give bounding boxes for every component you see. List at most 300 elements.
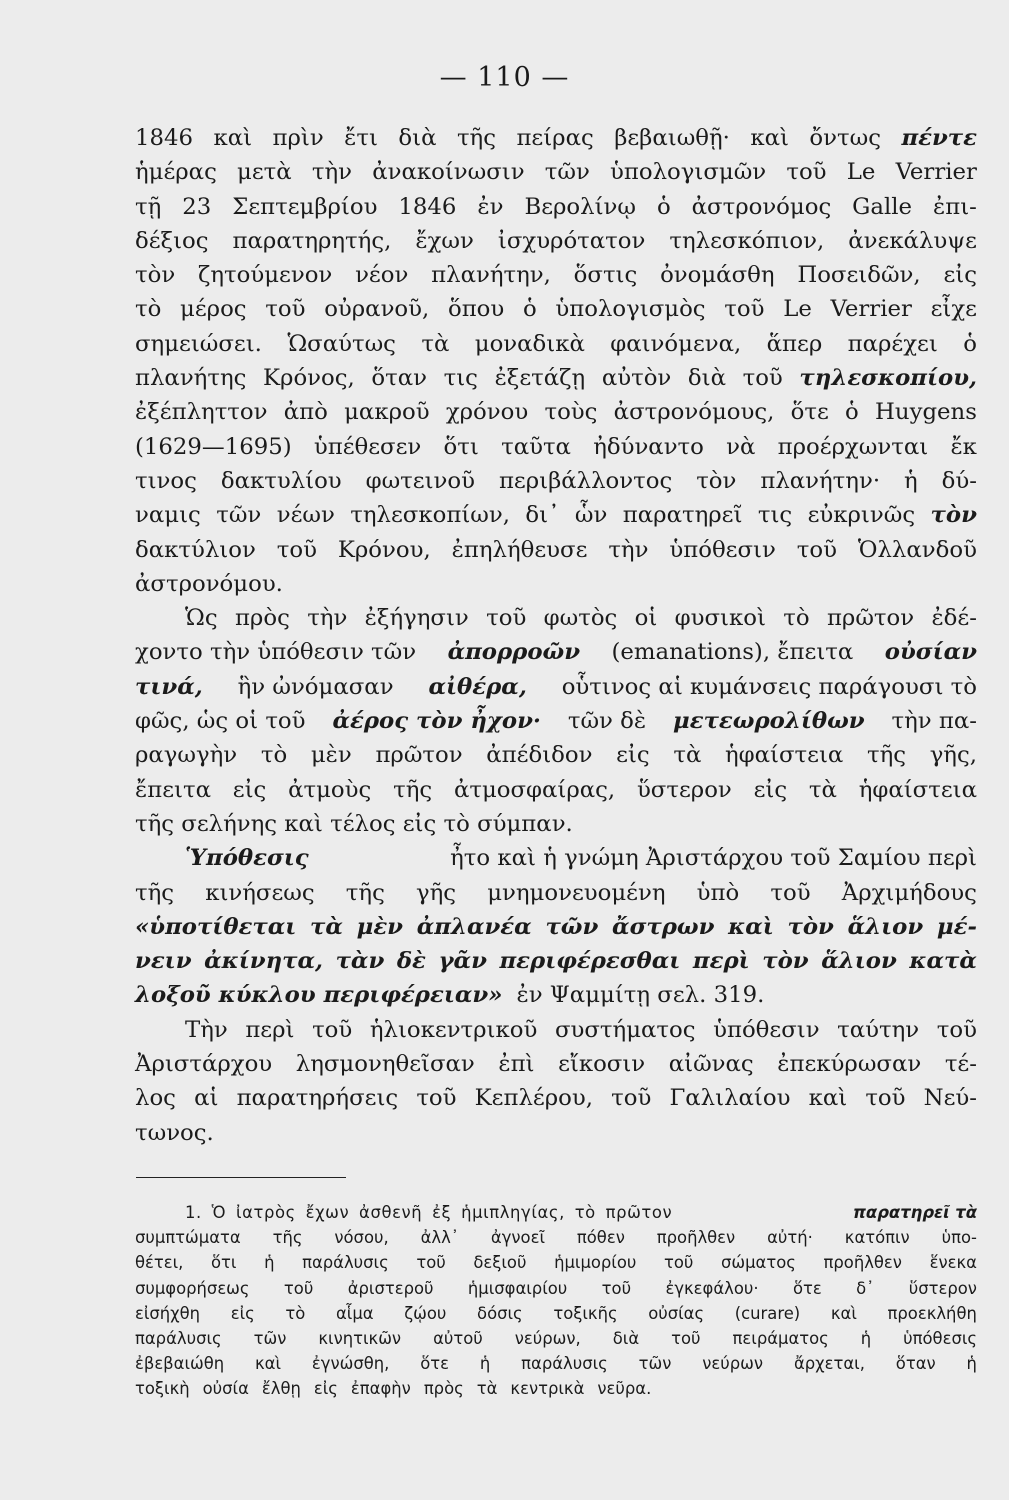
word: ἀτμοὺς — [288, 776, 372, 803]
word: πρὶν — [272, 125, 324, 151]
word: εἰς — [313, 1379, 338, 1399]
word: ὁ — [522, 296, 537, 323]
word: αὐτή· — [767, 1228, 813, 1248]
word: αἰῶνας — [668, 1051, 754, 1078]
paragraph-2 — [135, 601, 977, 841]
text-line — [135, 292, 977, 326]
word: τὴν — [311, 159, 353, 186]
word: γᾶν — [438, 948, 487, 975]
word: ὑπέθεσεν — [313, 433, 422, 460]
word: ἠδύναντο — [593, 433, 704, 460]
word: τὸν — [787, 913, 834, 940]
word: τῆς — [866, 742, 907, 769]
word: ἔτι — [344, 125, 378, 151]
word: Κρόνος, — [263, 365, 355, 392]
word: πλανήτης — [135, 365, 247, 392]
word: ὧν — [574, 502, 608, 529]
word: ὅτε — [420, 1354, 450, 1374]
word: τοῦ — [865, 1085, 906, 1112]
word: δακτυλίου — [220, 467, 342, 494]
word: ζητούμενον — [198, 262, 333, 289]
word: αἷμα — [335, 1303, 374, 1323]
word: παρατηρεῖ — [622, 502, 743, 529]
word: τοῦ — [276, 536, 317, 563]
word: τηλεσκοπίων, — [350, 502, 510, 529]
word: 1846 — [398, 193, 457, 220]
word: ὑπόθεσιν — [713, 1016, 820, 1043]
word: μέρος — [180, 296, 247, 323]
word: ὑπὸ — [696, 879, 740, 906]
word: τοῦ — [312, 1016, 353, 1043]
word: παράλυσις — [521, 1354, 608, 1374]
text-run: τῶν δὲ — [567, 708, 647, 735]
word: ἀπλανέα — [416, 913, 532, 940]
word: λος — [135, 1085, 176, 1112]
word: ἡμιμορίου — [554, 1253, 637, 1273]
emphasis-term: Ὑπόθεσις — [185, 845, 309, 872]
word: ἀπὸ — [283, 399, 328, 426]
word: 23 — [182, 193, 212, 220]
text-line — [135, 224, 977, 258]
emphasis-term: ἀπορροῶν — [447, 639, 581, 666]
word: ὅτι — [211, 1253, 237, 1273]
word: 1846 — [135, 125, 194, 151]
word: ἀστρονόμου. — [135, 570, 283, 597]
word: τὸν — [930, 502, 977, 529]
word: τοῦ — [936, 1016, 977, 1043]
word: καὶ — [213, 125, 253, 151]
word: δόσις — [477, 1303, 523, 1323]
word: ἰσχυρότατον — [497, 227, 646, 254]
word: μετὰ — [237, 159, 292, 186]
word: ἀκίνητα, — [204, 948, 323, 975]
text-line — [135, 155, 977, 189]
word: ταῦτα — [501, 433, 571, 460]
word: τινος — [135, 467, 197, 494]
word: Le — [783, 296, 812, 323]
text-line — [135, 395, 977, 429]
text-run: (emanations), ἔπειτα — [611, 639, 854, 666]
word: ραγωγὴν — [135, 742, 238, 769]
word: τὰ — [808, 776, 837, 803]
word: αὐτὸν — [601, 365, 672, 392]
word: οὐσίας — [648, 1303, 705, 1323]
word: ὅτε — [792, 1278, 822, 1298]
text-run: 1. Ὁ ἰατρὸς ἔχων ἀσθενῆ ἐξ ἡμιπληγίας, τὸ πρῶτον — [185, 1203, 673, 1222]
word: ἔχων — [415, 227, 474, 254]
word: πειράματος — [732, 1328, 829, 1348]
word: ζῴου — [404, 1303, 447, 1323]
word: τοῦ — [601, 1278, 632, 1298]
word: ὑπόθεσιν — [669, 536, 776, 563]
word: ἀριστεροῦ — [347, 1278, 434, 1298]
word: εἰς — [232, 776, 267, 803]
word: ἐξετάζῃ — [494, 365, 586, 392]
text-line — [135, 601, 977, 635]
word: (1629—1695) — [135, 433, 292, 460]
word: φυσικοὶ — [674, 605, 766, 632]
text-line — [135, 430, 977, 464]
emphasis-term: παρατηρεῖ τὰ — [852, 1203, 977, 1222]
word: τὸ — [285, 1303, 306, 1323]
emphasis-term: οὐσίαν — [884, 639, 977, 666]
text-run: οὗτινος αἱ κυμάνσεις παράγουσι τὸ — [561, 673, 977, 700]
word: εἰς — [943, 262, 977, 289]
text-line — [135, 1081, 977, 1115]
word: καὶ — [830, 1303, 857, 1323]
word: τὸν — [135, 262, 176, 289]
text-line — [135, 773, 977, 807]
word: ὅταν — [371, 365, 427, 392]
word: ὁ — [845, 399, 859, 426]
word: ἔπειτα — [135, 776, 211, 803]
word: οὐσία — [202, 1379, 249, 1399]
word: χρόνου — [445, 399, 529, 426]
text-line — [135, 533, 977, 567]
word: ὑπολογισμὸς — [555, 296, 706, 323]
word: τῶν — [216, 502, 262, 529]
word: ἡ — [479, 1354, 491, 1374]
word: εἰς — [616, 742, 650, 769]
word: παρέχει — [847, 330, 938, 357]
word: τοξικῆς — [553, 1303, 618, 1323]
text-line — [135, 670, 977, 704]
word: τῇ — [135, 193, 162, 220]
word: λησμονηθεῖσαν — [295, 1051, 475, 1078]
word: σώματος — [721, 1253, 796, 1273]
word: πείρας — [516, 125, 594, 151]
word: γῆς — [416, 879, 457, 906]
word: διὰ — [687, 365, 726, 392]
word: ἐπεκύρωσαν — [777, 1051, 922, 1078]
word: τοῦ — [416, 1085, 457, 1112]
word: ἅπερ — [766, 330, 823, 357]
word: τῶν — [253, 1328, 287, 1348]
word: νόσου, — [334, 1228, 389, 1248]
word: τὴν — [608, 536, 649, 563]
word: μοναδικὰ — [474, 330, 585, 357]
word: φωτεινοῦ — [365, 467, 475, 494]
word: πλανήτην, — [431, 262, 551, 289]
word: ἐβεβαιώθη — [135, 1354, 225, 1374]
word: ἀστρονόμους, — [613, 399, 775, 426]
text-run: τὴν πα- — [891, 708, 977, 735]
footnote-divider — [136, 1177, 346, 1178]
text-line — [135, 258, 977, 292]
text-line — [135, 1047, 977, 1081]
word: τηλεσκόπιον, — [669, 227, 825, 254]
emphasis-term: μετεωρολίθων — [673, 708, 865, 735]
page-number: — 110 — — [439, 62, 570, 93]
text-run: ἣν ὠνόμασαν — [237, 673, 394, 700]
word: νέον — [355, 262, 409, 289]
word: ἐγνώσθη, — [311, 1354, 390, 1374]
text-run: χοντο τὴν ὑπόθεσιν τῶν — [135, 639, 417, 666]
word: ὕστερον — [908, 1278, 977, 1298]
word: προῆλθεν — [823, 1253, 902, 1273]
word: κατὰ — [909, 948, 977, 975]
word: μὲν — [356, 913, 404, 940]
word: τὸν — [762, 948, 809, 975]
word: αἱ — [194, 1085, 219, 1112]
word: Κρόνου, — [337, 536, 431, 563]
footnote-line — [135, 1376, 977, 1401]
word: αὐτοῦ — [433, 1328, 483, 1348]
word: ἡ — [264, 1253, 275, 1273]
word: εἴκοσιν — [558, 1051, 646, 1078]
word: τῆς — [393, 776, 433, 803]
word: ἐπὶ — [498, 1051, 535, 1078]
word: τοῦ — [611, 1085, 652, 1112]
word: Ποσειδῶν, — [797, 262, 921, 289]
text-line: τῆς σελήνης καὶ τέλος εἰς τὸ σύμπαν. — [135, 810, 573, 837]
word: δέξιος — [135, 227, 209, 254]
word: τοῦ — [664, 1253, 694, 1273]
word: μακροῦ — [344, 399, 430, 426]
word: Γαλιλαίου — [669, 1085, 791, 1112]
word: Νεύ- — [923, 1085, 977, 1112]
word: μέ- — [936, 913, 977, 940]
word: καὶ — [808, 1085, 848, 1112]
text-line — [135, 327, 977, 361]
text-line — [135, 978, 977, 1012]
word: πέντε — [901, 125, 977, 151]
word: τῶν — [638, 1354, 672, 1374]
word: τοῦ — [742, 365, 783, 392]
word: πρῶτον — [826, 605, 915, 632]
word: τῆς — [272, 1228, 303, 1248]
paragraph-4 — [135, 1013, 977, 1150]
text-line — [135, 1013, 977, 1047]
footnote-line — [135, 1301, 977, 1326]
word: Le — [846, 159, 876, 186]
word: ὅπου — [447, 296, 505, 323]
emphasis-term: αἰθέρα, — [428, 673, 527, 700]
word: προῆλθεν — [656, 1228, 736, 1248]
word: ὅτε — [790, 399, 829, 426]
word: νέων — [276, 502, 335, 529]
word: ἕνεκα — [929, 1253, 977, 1273]
word: τῆς — [345, 879, 385, 906]
footnote-line — [135, 1351, 977, 1376]
word: «ὑποτίθεται — [135, 913, 297, 940]
paragraph-3 — [135, 841, 977, 1012]
word: προεκλήθη — [887, 1303, 977, 1323]
word: ἐπι- — [933, 193, 977, 220]
footnote-line — [135, 1225, 977, 1250]
word: Ὡς — [185, 605, 218, 632]
word: θέτει, — [135, 1253, 184, 1273]
text-line — [135, 498, 977, 532]
word: πόθεν — [576, 1228, 625, 1248]
word: ὅταν — [895, 1354, 936, 1374]
word: οὐρανοῦ, — [324, 296, 430, 323]
word: ἡφαίστεια — [858, 776, 977, 803]
word: ἐξήγησιν — [364, 605, 469, 632]
word: δ᾽ — [856, 1278, 875, 1298]
word: Ὡσαύτως — [287, 330, 396, 357]
word: Huygens — [875, 399, 977, 426]
word: κινήσεως — [205, 879, 315, 906]
word: νεύρων — [702, 1354, 764, 1374]
word: τοῦ — [416, 1253, 446, 1273]
word: ὅτι — [443, 433, 479, 460]
word: ὑπο- — [941, 1228, 977, 1248]
footnote-line — [135, 1326, 977, 1351]
footnote-line — [135, 1200, 977, 1225]
word: ναμις — [135, 502, 201, 529]
word: καὶ — [728, 913, 774, 940]
word: καὶ — [750, 125, 789, 151]
text-line — [135, 876, 977, 910]
word: ἡ — [904, 467, 918, 494]
word: ἅλιον — [847, 913, 924, 940]
word: εἰσήχθη — [135, 1303, 201, 1323]
word: παρατηρήσεις — [236, 1085, 399, 1112]
word: ταύτην — [837, 1016, 920, 1043]
word: τις — [443, 365, 478, 392]
word: περιβάλλοντος — [498, 467, 673, 494]
word: ἡφαίστεια — [725, 742, 844, 769]
word: τῶν — [545, 913, 599, 940]
word: δὲ — [396, 948, 426, 975]
word: τοὺς — [544, 399, 598, 426]
word: τοῦ — [786, 159, 827, 186]
footnote — [135, 1200, 977, 1402]
text-line — [135, 121, 977, 155]
word: ἐξέπληττον — [135, 399, 268, 426]
footnote-line — [135, 1250, 977, 1275]
word: φαινόμενα, — [610, 330, 742, 357]
word: κεντρικὰ — [510, 1379, 585, 1399]
word: ὁ — [963, 330, 977, 357]
word: τοῦ — [671, 1328, 701, 1348]
word: τὰ — [310, 913, 343, 940]
word: περιφέρεσθαι — [499, 948, 681, 975]
word: ὑπόθεσις — [903, 1328, 977, 1348]
word: τὸ — [783, 605, 810, 632]
word: νεῦρα. — [597, 1379, 652, 1399]
word: ἀνακοίνωσιν — [372, 159, 525, 186]
word: κατόπιν — [844, 1228, 910, 1248]
word: ἡμέρας — [135, 159, 217, 186]
word: Ἀριστάρχου — [135, 1051, 273, 1078]
text-line — [135, 704, 977, 738]
word: καὶ — [255, 1354, 282, 1374]
word: τοῦ — [770, 879, 811, 906]
word: Κεπλέρου, — [474, 1085, 593, 1112]
word: διὰ — [398, 125, 437, 151]
word: ἐδέ- — [931, 605, 977, 632]
word: πρῶτον — [375, 742, 463, 769]
citation: ἐν Ψαμμίτῃ σελ. 319. — [516, 982, 765, 1009]
word: μνημονευομένη — [487, 879, 666, 906]
word: εἰς — [753, 776, 788, 803]
text-line — [135, 841, 977, 875]
paragraph-1 — [135, 121, 977, 601]
word: ὕστερον — [636, 776, 732, 803]
word: τὰν — [335, 948, 385, 975]
word: εἶχε — [930, 296, 977, 323]
word: μὲν — [310, 742, 352, 769]
word: τοῦ — [796, 536, 837, 563]
word: δύ- — [941, 467, 977, 494]
word: πρὸς — [234, 605, 290, 632]
word: ἔλθῃ — [261, 1379, 301, 1399]
word: Ὁλλανδοῦ — [857, 536, 977, 563]
word: ἀγνοεῖ — [490, 1228, 545, 1248]
word: Ἀρχιμήδους — [841, 879, 977, 906]
word: (curare) — [734, 1303, 801, 1323]
word: τῆς — [135, 879, 175, 906]
word: τὰ — [421, 330, 450, 357]
text-line — [135, 635, 977, 669]
word: φωτὸς — [543, 605, 618, 632]
word: προέρχωνται — [777, 433, 929, 460]
word: τὰ — [673, 742, 702, 769]
word: νεύρων, — [514, 1328, 581, 1348]
word: ἐν — [477, 193, 504, 220]
word: Βερολίνῳ — [524, 193, 636, 220]
word: οἱ — [634, 605, 658, 632]
text-run: φῶς, ὡς οἱ τοῦ — [135, 708, 306, 735]
emphasis-term: τινά, — [135, 673, 203, 700]
word: δι᾽ — [525, 502, 560, 529]
word: ἐπαφὴν — [350, 1379, 411, 1399]
word: τὸν — [696, 467, 737, 494]
word: πλανήτην· — [760, 467, 881, 494]
word: Galle — [852, 193, 913, 220]
word: κινητικῶν — [318, 1328, 402, 1348]
word: ἡμισφαιρίου — [467, 1278, 568, 1298]
word: ὄντως — [809, 125, 881, 151]
word: συμφορήσεως — [135, 1278, 250, 1298]
quotation-line — [135, 910, 977, 944]
word: εἰς — [230, 1303, 255, 1323]
word: ἀλλ᾽ — [420, 1228, 459, 1248]
word: ὁ — [656, 193, 671, 220]
word: ἄρχεται, — [793, 1354, 865, 1374]
word: Verrier — [895, 159, 977, 186]
word: Σεπτεμβρίου — [232, 193, 378, 220]
text-line — [135, 464, 977, 498]
word: ἅλιον — [821, 948, 897, 975]
word: Τὴν — [185, 1016, 228, 1043]
word: ἡλιοκεντρικοῦ — [369, 1016, 538, 1043]
word: τὸ — [135, 296, 162, 323]
word: τοῦ — [265, 296, 306, 323]
emphasis-term: ἀέρος τὸν ἦχον· — [332, 708, 541, 735]
word: τηλεσκοπίου, — [799, 365, 977, 392]
word: πρὸς — [423, 1379, 464, 1399]
word: ἔκ — [950, 433, 977, 460]
word: τις — [757, 502, 793, 529]
word: δακτύλιον — [135, 536, 256, 563]
text-line: τωνος. — [135, 1119, 214, 1146]
word: διὰ — [612, 1328, 640, 1348]
word: τέ- — [944, 1051, 977, 1078]
word: τὰ — [476, 1379, 498, 1399]
word: περὶ — [692, 948, 750, 975]
word: γῆς, — [929, 742, 977, 769]
main-text — [135, 121, 977, 1150]
word: Verrier — [830, 296, 912, 323]
word: ἀτμοσφαίρας, — [453, 776, 616, 803]
word: παράλυσις — [302, 1253, 389, 1273]
word: ὅστις — [573, 262, 638, 289]
word: ἄστρων — [612, 913, 715, 940]
word: εὐκρινῶς — [807, 502, 916, 529]
